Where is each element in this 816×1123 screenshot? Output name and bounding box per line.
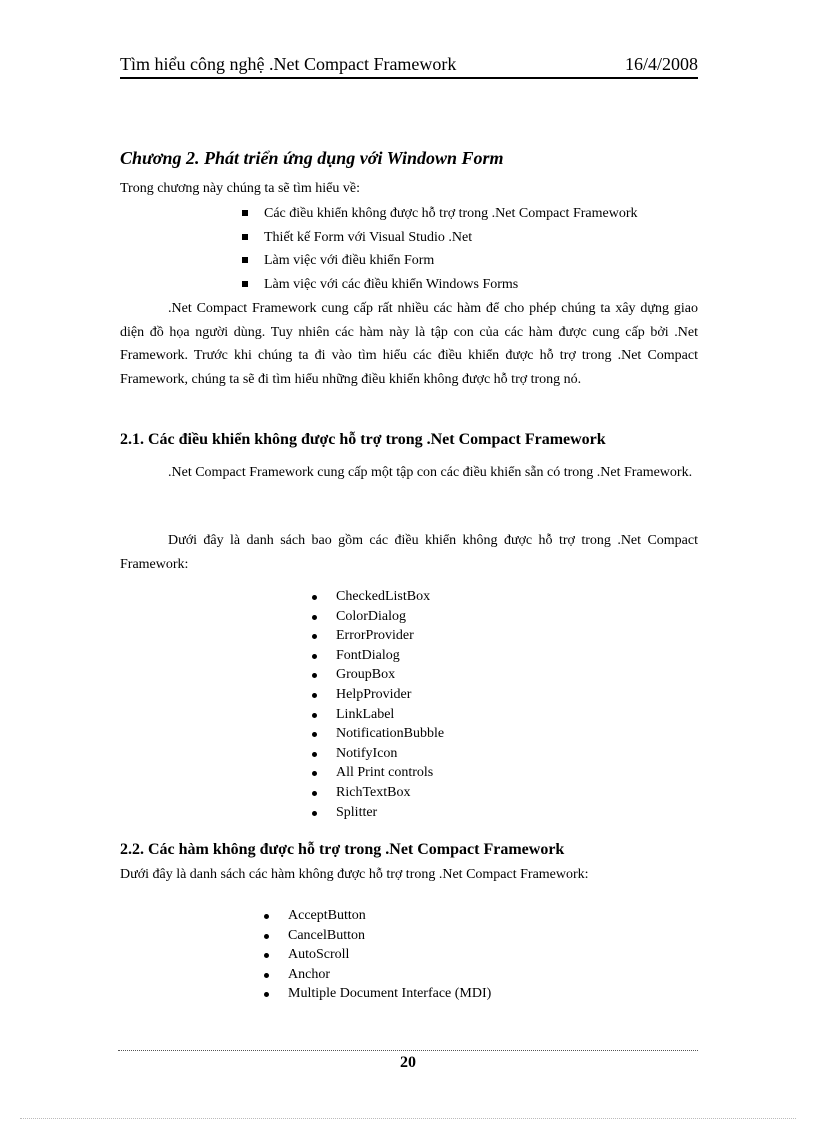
list-item: Các điều khiển không được hỗ trợ trong .Net Compact Framework (240, 204, 637, 228)
list-item: Anchor (264, 966, 491, 986)
list-item: AcceptButton (264, 907, 491, 927)
section-2-title: 2.2. Các hàm không được hỗ trợ trong .Net Compact Framework (120, 841, 565, 858)
list-item: Làm việc với các điều khiển Windows Forms (240, 275, 637, 299)
page-header (120, 52, 698, 78)
header-title: Tìm hiểu công nghệ .Net Compact Framework (120, 54, 457, 74)
unsupported-functions-list (264, 907, 491, 1005)
list-item: HelpProvider (312, 686, 444, 706)
page-bottom-border (20, 1118, 796, 1119)
page-number: 20 (400, 1054, 416, 1071)
list-item: NotifyIcon (312, 745, 444, 765)
list-item: Thiết kế Form với Visual Studio .Net (240, 228, 637, 252)
footer-divider (118, 1050, 698, 1051)
section-1-paragraph-1: .Net Compact Framework cung cấp một tập con các điều khiển sẵn có trong .Net Framework. (168, 465, 693, 480)
section-1-paragraph-2: Dưới đây là danh sách bao gồm các điều khiển không được hỗ trợ trong .Net Compact Framework: (120, 533, 698, 572)
unsupported-controls-list (312, 588, 444, 823)
section-1-title: 2.1. Các điều khiển không được hỗ trợ trong .Net Compact Framework (120, 431, 606, 448)
list-item: LinkLabel (312, 706, 444, 726)
list-item: RichTextBox (312, 784, 444, 804)
list-item: Splitter (312, 804, 444, 824)
list-item: All Print controls (312, 764, 444, 784)
list-item: GroupBox (312, 666, 444, 686)
list-item: FontDialog (312, 647, 444, 667)
chapter-intro: Trong chương này chúng ta sẽ tìm hiểu về: (120, 181, 360, 196)
list-item: AutoScroll (264, 946, 491, 966)
list-item: CheckedListBox (312, 588, 444, 608)
list-item: Làm việc với điều khiển Form (240, 251, 637, 275)
section-2-intro: Dưới đây là danh sách các hàm không được hỗ trợ trong .Net Compact Framework: (120, 867, 589, 882)
list-item: ColorDialog (312, 608, 444, 628)
list-item: NotificationBubble (312, 725, 444, 745)
chapter-topic-list (240, 204, 637, 298)
header-divider (120, 77, 698, 79)
chapter-paragraph: .Net Compact Framework cung cấp rất nhiều các hàm để cho phép chúng ta xây dựng giao diện đồ họa người dùng. Tuy nhiên các hàm này là tập con của các hàm được cung cấp bởi .Net Framework. Trước khi chúng ta đi vào tìm hiểu các điều khiển được hỗ trợ trong .Net Compact Framework, chúng ta sẽ đi tìm hiểu những điều khiển không được hỗ trợ trong nó. (120, 301, 698, 387)
list-item: CancelButton (264, 927, 491, 947)
list-item: Multiple Document Interface (MDI) (264, 985, 491, 1005)
chapter-title: Chương 2. Phát triển ứng dụng với Windown Form (120, 148, 504, 168)
list-item: ErrorProvider (312, 627, 444, 647)
header-date: 16/4/2008 (624, 54, 698, 74)
